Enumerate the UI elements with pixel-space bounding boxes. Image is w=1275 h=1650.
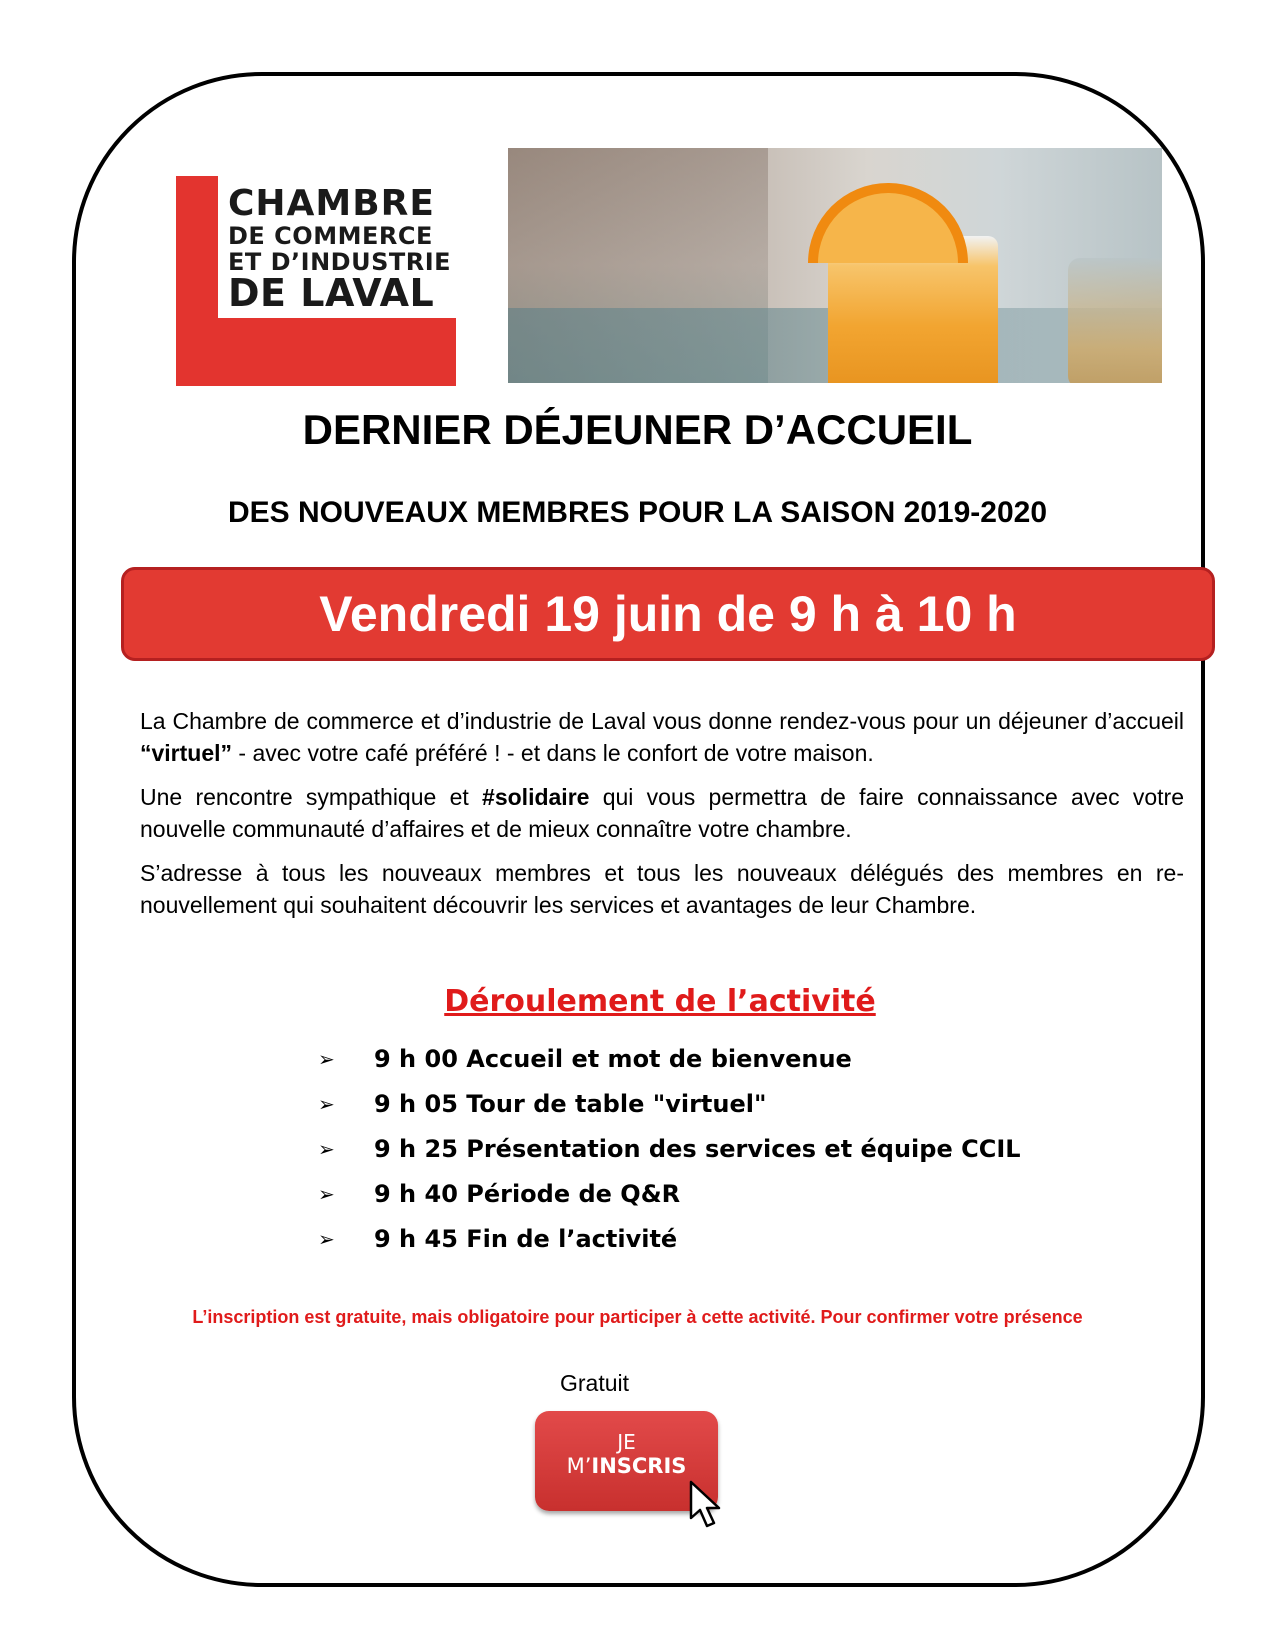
p1-bold: “virtuel” [140, 740, 233, 766]
register-button-prefix: M’ [566, 1454, 592, 1478]
p2-text: Une rencontre sympathique et [140, 784, 483, 810]
cursor-icon [687, 1480, 727, 1530]
agenda-item [318, 1081, 1021, 1126]
register-button-word: INSCRIS [591, 1454, 687, 1478]
arrow-bullet-icon: ➢ [318, 1136, 335, 1161]
logo-line-1: CHAMBRE [228, 183, 435, 224]
paragraph-3: S’adresse à tous les nouveaux membres et tous les nouveaux délégués des membres en re-nouvellement qui souhaitent découvrir les services et avantages de leur Chambre. [140, 860, 1184, 918]
register-button-line1: JE [617, 1430, 636, 1454]
agenda-item-label: 9 h 45 Fin de l’activité [374, 1224, 678, 1253]
arrow-bullet-icon: ➢ [318, 1091, 335, 1116]
agenda-item-label: 9 h 05 Tour de table "virtuel" [374, 1089, 767, 1118]
logo-line-3: ET D’INDUSTRIE [228, 248, 452, 276]
agenda-item [318, 1171, 1021, 1216]
agenda-item [318, 1126, 1021, 1171]
price-label: Gratuit [560, 1370, 630, 1396]
paragraph-1 [140, 705, 1184, 769]
agenda-title: Déroulement de l’activité [444, 984, 876, 1019]
p2-bold: #solidaire [482, 784, 590, 810]
registration-notice: L’inscription est gratuite, mais obligatoire pour participer à cette activité. Pour confirmer votre présence [192, 1307, 1083, 1327]
logo-text [228, 183, 452, 315]
agenda-item-label: 9 h 40 Période de Q&R [374, 1179, 681, 1208]
logo-line-4: DE LAVAL [228, 271, 435, 315]
agenda-list [318, 1036, 1021, 1261]
logo-line-2: DE COMMERCE [228, 222, 433, 250]
p2-text-end: qui vous permettra de faire connaissance avec votre nouvelle communauté d’affaires et de mieux connaître votre chambre. [140, 784, 1185, 842]
arrow-bullet-icon: ➢ [318, 1181, 335, 1206]
agenda-item-label: 9 h 00 Accueil et mot de bienvenue [374, 1044, 852, 1073]
description [140, 705, 1184, 933]
p1-text: La Chambre de commerce et d’industrie de Laval vous donne rendez-vous pour un déjeuner d’accueil [140, 708, 1184, 734]
arrow-bullet-icon: ➢ [318, 1226, 335, 1251]
photo-glass-back [1068, 258, 1162, 383]
orange-juice-photo [508, 148, 1162, 383]
page-subtitle: DES NOUVEAUX MEMBRES POUR LA SAISON 2019-2020 [227, 496, 1048, 529]
agenda-item [318, 1216, 1021, 1261]
page-title: DERNIER DÉJEUNER D’ACCUEIL [302, 406, 973, 453]
logo-bar-horizontal [176, 318, 456, 386]
p1-text-end: - avec votre café préféré ! - et dans le confort de votre maison. [232, 740, 874, 766]
paragraph-2 [140, 781, 1184, 845]
date-banner: Vendredi 19 juin de 9 h à 10 h [121, 567, 1215, 661]
register-button-line2 [535, 1453, 718, 1479]
agenda-item [318, 1036, 1021, 1081]
ccil-logo [176, 176, 456, 386]
arrow-bullet-icon: ➢ [318, 1046, 335, 1071]
agenda-item-label: 9 h 25 Présentation des services et équipe CCIL [374, 1134, 1021, 1163]
